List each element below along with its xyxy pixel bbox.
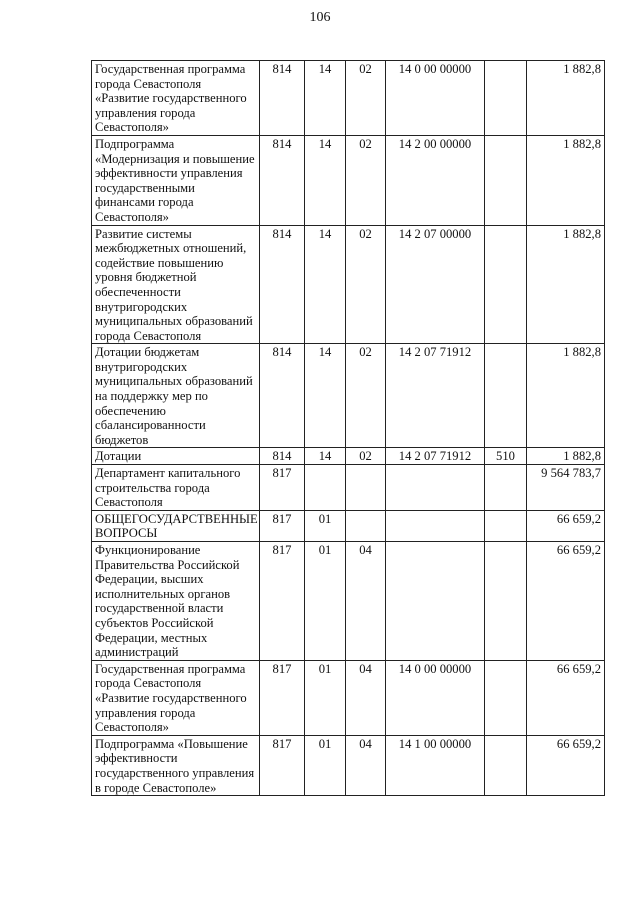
- cell-podrazdel: 02: [346, 448, 386, 465]
- cell-grbs: 817: [260, 542, 305, 661]
- cell-podrazdel: 02: [346, 225, 386, 344]
- cell-grbs: 817: [260, 660, 305, 735]
- cell-csr: 14 0 00 00000: [386, 660, 485, 735]
- cell-podrazdel: 02: [346, 344, 386, 448]
- cell-podrazdel: 04: [346, 660, 386, 735]
- table-row: [92, 61, 605, 136]
- cell-amount: 9 564 783,7: [527, 465, 605, 511]
- cell-razdel: 01: [305, 542, 346, 661]
- cell-vr: [485, 542, 527, 661]
- cell-amount: 66 659,2: [527, 735, 605, 795]
- cell-razdel: 01: [305, 660, 346, 735]
- cell-vr: [485, 660, 527, 735]
- cell-name: Департамент капитального строительства города Севастополя: [92, 465, 260, 511]
- cell-name: Дотации бюджетам внутригородских муниципальных образований на поддержку мер по обеспечению сбалансированности бюджетов: [92, 344, 260, 448]
- cell-podrazdel: 04: [346, 735, 386, 795]
- cell-csr: [386, 510, 485, 541]
- table-row: [92, 344, 605, 448]
- cell-razdel: 01: [305, 510, 346, 541]
- cell-razdel: 14: [305, 448, 346, 465]
- table-row: [92, 735, 605, 795]
- cell-razdel: 14: [305, 135, 346, 225]
- page-number: 106: [309, 10, 331, 25]
- cell-razdel: 01: [305, 735, 346, 795]
- cell-name: ОБЩЕГОСУДАРСТВЕННЫЕ ВОПРОСЫ: [92, 510, 260, 541]
- cell-vr: [485, 225, 527, 344]
- budget-table: [91, 60, 605, 796]
- cell-grbs: 814: [260, 225, 305, 344]
- cell-grbs: 817: [260, 510, 305, 541]
- cell-amount: 66 659,2: [527, 510, 605, 541]
- cell-grbs: 814: [260, 61, 305, 136]
- cell-csr: 14 0 00 00000: [386, 61, 485, 136]
- cell-podrazdel: 02: [346, 135, 386, 225]
- cell-name: Функционирование Правительства Российской Федерации, высших исполнительных органов государственной власти субъектов Российской Федерации, местных администраций: [92, 542, 260, 661]
- table-row: [92, 465, 605, 511]
- cell-amount: 1 882,8: [527, 225, 605, 344]
- cell-amount: 1 882,8: [527, 61, 605, 136]
- cell-csr: [386, 465, 485, 511]
- budget-table-body: [92, 61, 605, 796]
- cell-razdel: 14: [305, 225, 346, 344]
- cell-name: Дотации: [92, 448, 260, 465]
- cell-grbs: 814: [260, 135, 305, 225]
- table-row: [92, 510, 605, 541]
- table-row: [92, 225, 605, 344]
- cell-razdel: [305, 465, 346, 511]
- cell-amount: 1 882,8: [527, 448, 605, 465]
- cell-vr: [485, 61, 527, 136]
- cell-vr: [485, 735, 527, 795]
- cell-csr: 14 2 07 71912: [386, 448, 485, 465]
- table-row: [92, 135, 605, 225]
- cell-name: Подпрограмма «Модернизация и повышение эффективности управления государственными финансами города Севастополя»: [92, 135, 260, 225]
- cell-grbs: 817: [260, 465, 305, 511]
- cell-grbs: 817: [260, 735, 305, 795]
- cell-podrazdel: 04: [346, 542, 386, 661]
- cell-amount: 66 659,2: [527, 660, 605, 735]
- cell-podrazdel: [346, 465, 386, 511]
- cell-podrazdel: [346, 510, 386, 541]
- cell-vr: [485, 465, 527, 511]
- table-row: [92, 448, 605, 465]
- cell-vr: 510: [485, 448, 527, 465]
- cell-grbs: 814: [260, 344, 305, 448]
- cell-csr: 14 2 00 00000: [386, 135, 485, 225]
- cell-name: Подпрограмма «Повышение эффективности государственного управления в городе Севастополе»: [92, 735, 260, 795]
- cell-razdel: 14: [305, 61, 346, 136]
- cell-amount: 1 882,8: [527, 135, 605, 225]
- cell-razdel: 14: [305, 344, 346, 448]
- cell-amount: 1 882,8: [527, 344, 605, 448]
- cell-name: Развитие системы межбюджетных отношений, содействие повышению уровня бюджетной обеспеченности внутригородских муниципальных образований города Севастополя: [92, 225, 260, 344]
- cell-csr: 14 2 07 71912: [386, 344, 485, 448]
- cell-name: Государственная программа города Севастополя «Развитие государственного управления города Севастополя»: [92, 61, 260, 136]
- cell-csr: [386, 542, 485, 661]
- cell-amount: 66 659,2: [527, 542, 605, 661]
- table-row: [92, 660, 605, 735]
- cell-podrazdel: 02: [346, 61, 386, 136]
- table-row: [92, 542, 605, 661]
- cell-vr: [485, 510, 527, 541]
- cell-csr: 14 1 00 00000: [386, 735, 485, 795]
- cell-grbs: 814: [260, 448, 305, 465]
- cell-name: Государственная программа города Севастополя «Развитие государственного управления города Севастополя»: [92, 660, 260, 735]
- cell-csr: 14 2 07 00000: [386, 225, 485, 344]
- cell-vr: [485, 344, 527, 448]
- cell-vr: [485, 135, 527, 225]
